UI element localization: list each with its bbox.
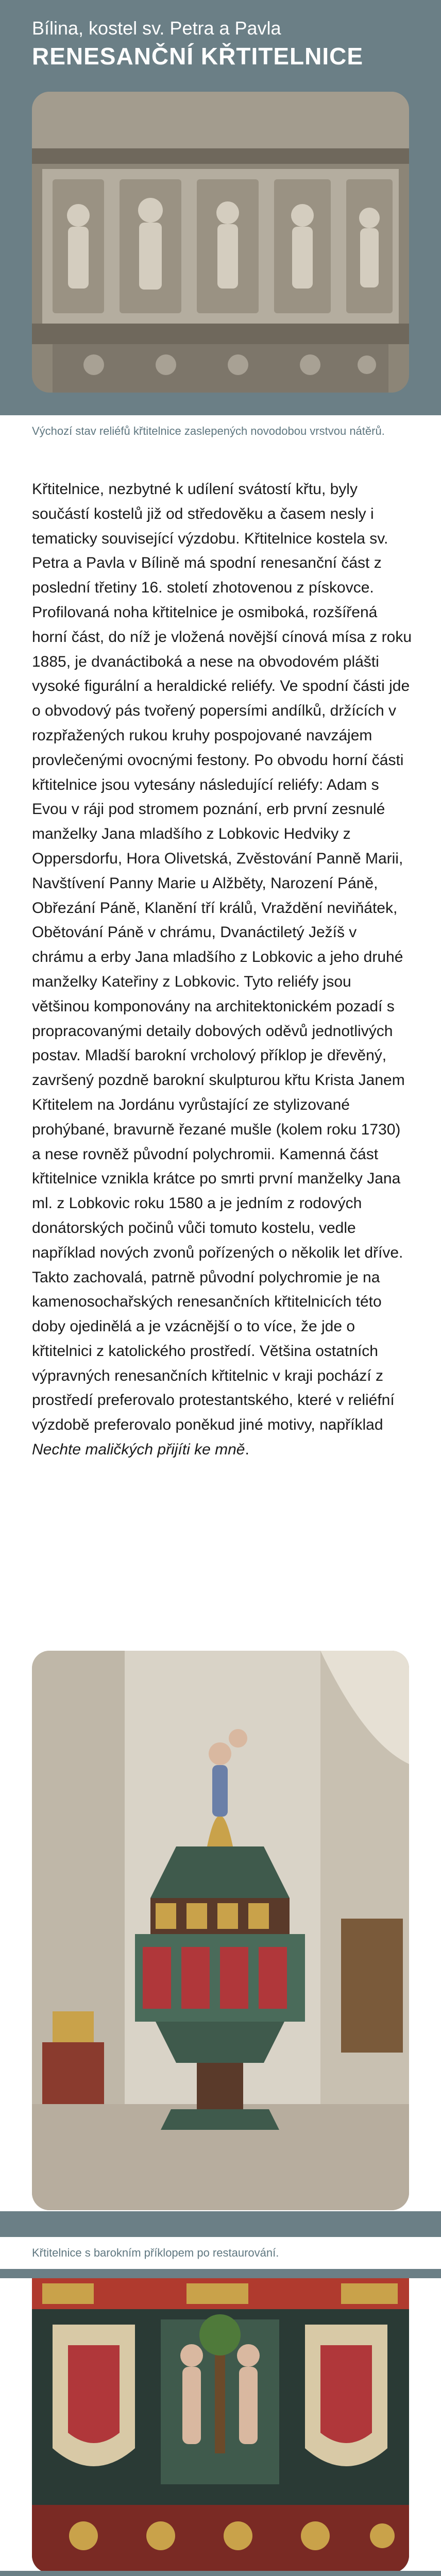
coat-of-arms-photo — [32, 2278, 409, 2573]
article-body — [32, 477, 412, 1462]
page-subtitle: Bílina, kostel sv. Petra a Pavla — [32, 18, 281, 39]
photo-caption-initial-state: Výchozí stav reliéfů křtitelnice zaslepených novodobou vrstvou nátěrů. — [32, 425, 385, 437]
page-title: RENESANČNÍ KŘTITELNICE — [32, 43, 364, 70]
baroque-font-photo — [32, 1651, 409, 2210]
caption-band — [0, 2211, 441, 2237]
article-text: Křtitelnice, nezbytné k udílení svátostí křtu, byly součástí kostelů již od středověku a časem nesly i tematicky související výzdobu. Křtitelnice kostela sv. Petra a Pavla v Bílině má spodní renesanční část z poslední třetiny 16. století zhotovenou z pískovce. Profilovaná noha křtitelnice je osmiboká, rozšířená horní část, do níž je vložená novější cínová mísa z roku 1885, je dvanáctiboká a nese na obvodovém plášti vysoké figurální a heraldické reliéfy. Ve spodní části jde o obvodový pás tvořený popersími andílků, držících v rozpřažených rukou kruhy pospojované navzájem provlečenými ovocnými festony. Po obvodu horní části křtitelnice jsou vytesány následující reliéfy: Adam s Evou v ráji pod stromem poznání, erb první zesnulé manželky Jana mladšího z Lobkovic Hedviky z Oppersdorfu, Hora Olivetská, Zvěstování Panně Marii, Navštívení Panny Marie u Alžběty, Narození Páně, Obřezání Páně, Klanění tří králů, Vraždění neviňátek, Obětování Páně v chrámu, Dvanáctiletý Ježíš v chrámu a erby Jana mladšího z Lobkovic a jeho druhé manželky Kateřiny z Lobkovic. Tyto reliéfy jsou většinou komponovány na architektonickém pozadí s propracovanými detaily dobových oděvů jednotlivých postav. Mladší barokní vrcholový příklop je dřevěný, završený pozdně barokní skulpturou křtu Krista Janem Křtitelem na Jordánu vyrůstající ze stylizované prohýbané, bravurně řezané mušle (kolem roku 1730) a nese rovněž původní polychromii. Kamenná část křtitelnice vznikla krátce po smrti první manželky Jana ml. z Lobkovic roku 1580 a je jedním z rodových donátorských počinů vůči tomuto kostelu, vedle například nových zvonů pořízených o několik let dříve. Takto zachovalá, patrně původní polychromie je na kamenosochařských renesančních křtitelnicích této doby ojedinělá a je vzácnější o to více, že jde o křtitelnici z katolického prostředí. Většina ostatních výpravných renesančních křtitelnic v kraji pochází z prostředí preferovalo protestantského, které v reliéfní výzdobě preferovalo poněkud jiné motivy, například — [32, 481, 412, 1434]
photo-caption-restored: Křtitelnice s barokním příklopem po restaurování. — [32, 2246, 279, 2259]
quote-text: Nechte maličkých přijíti ke mně — [32, 1441, 245, 1459]
photo-band-top — [0, 2269, 441, 2278]
font-relief-photo — [32, 92, 409, 393]
article-end: . — [245, 1441, 249, 1459]
caption-band-2 — [0, 2571, 441, 2576]
